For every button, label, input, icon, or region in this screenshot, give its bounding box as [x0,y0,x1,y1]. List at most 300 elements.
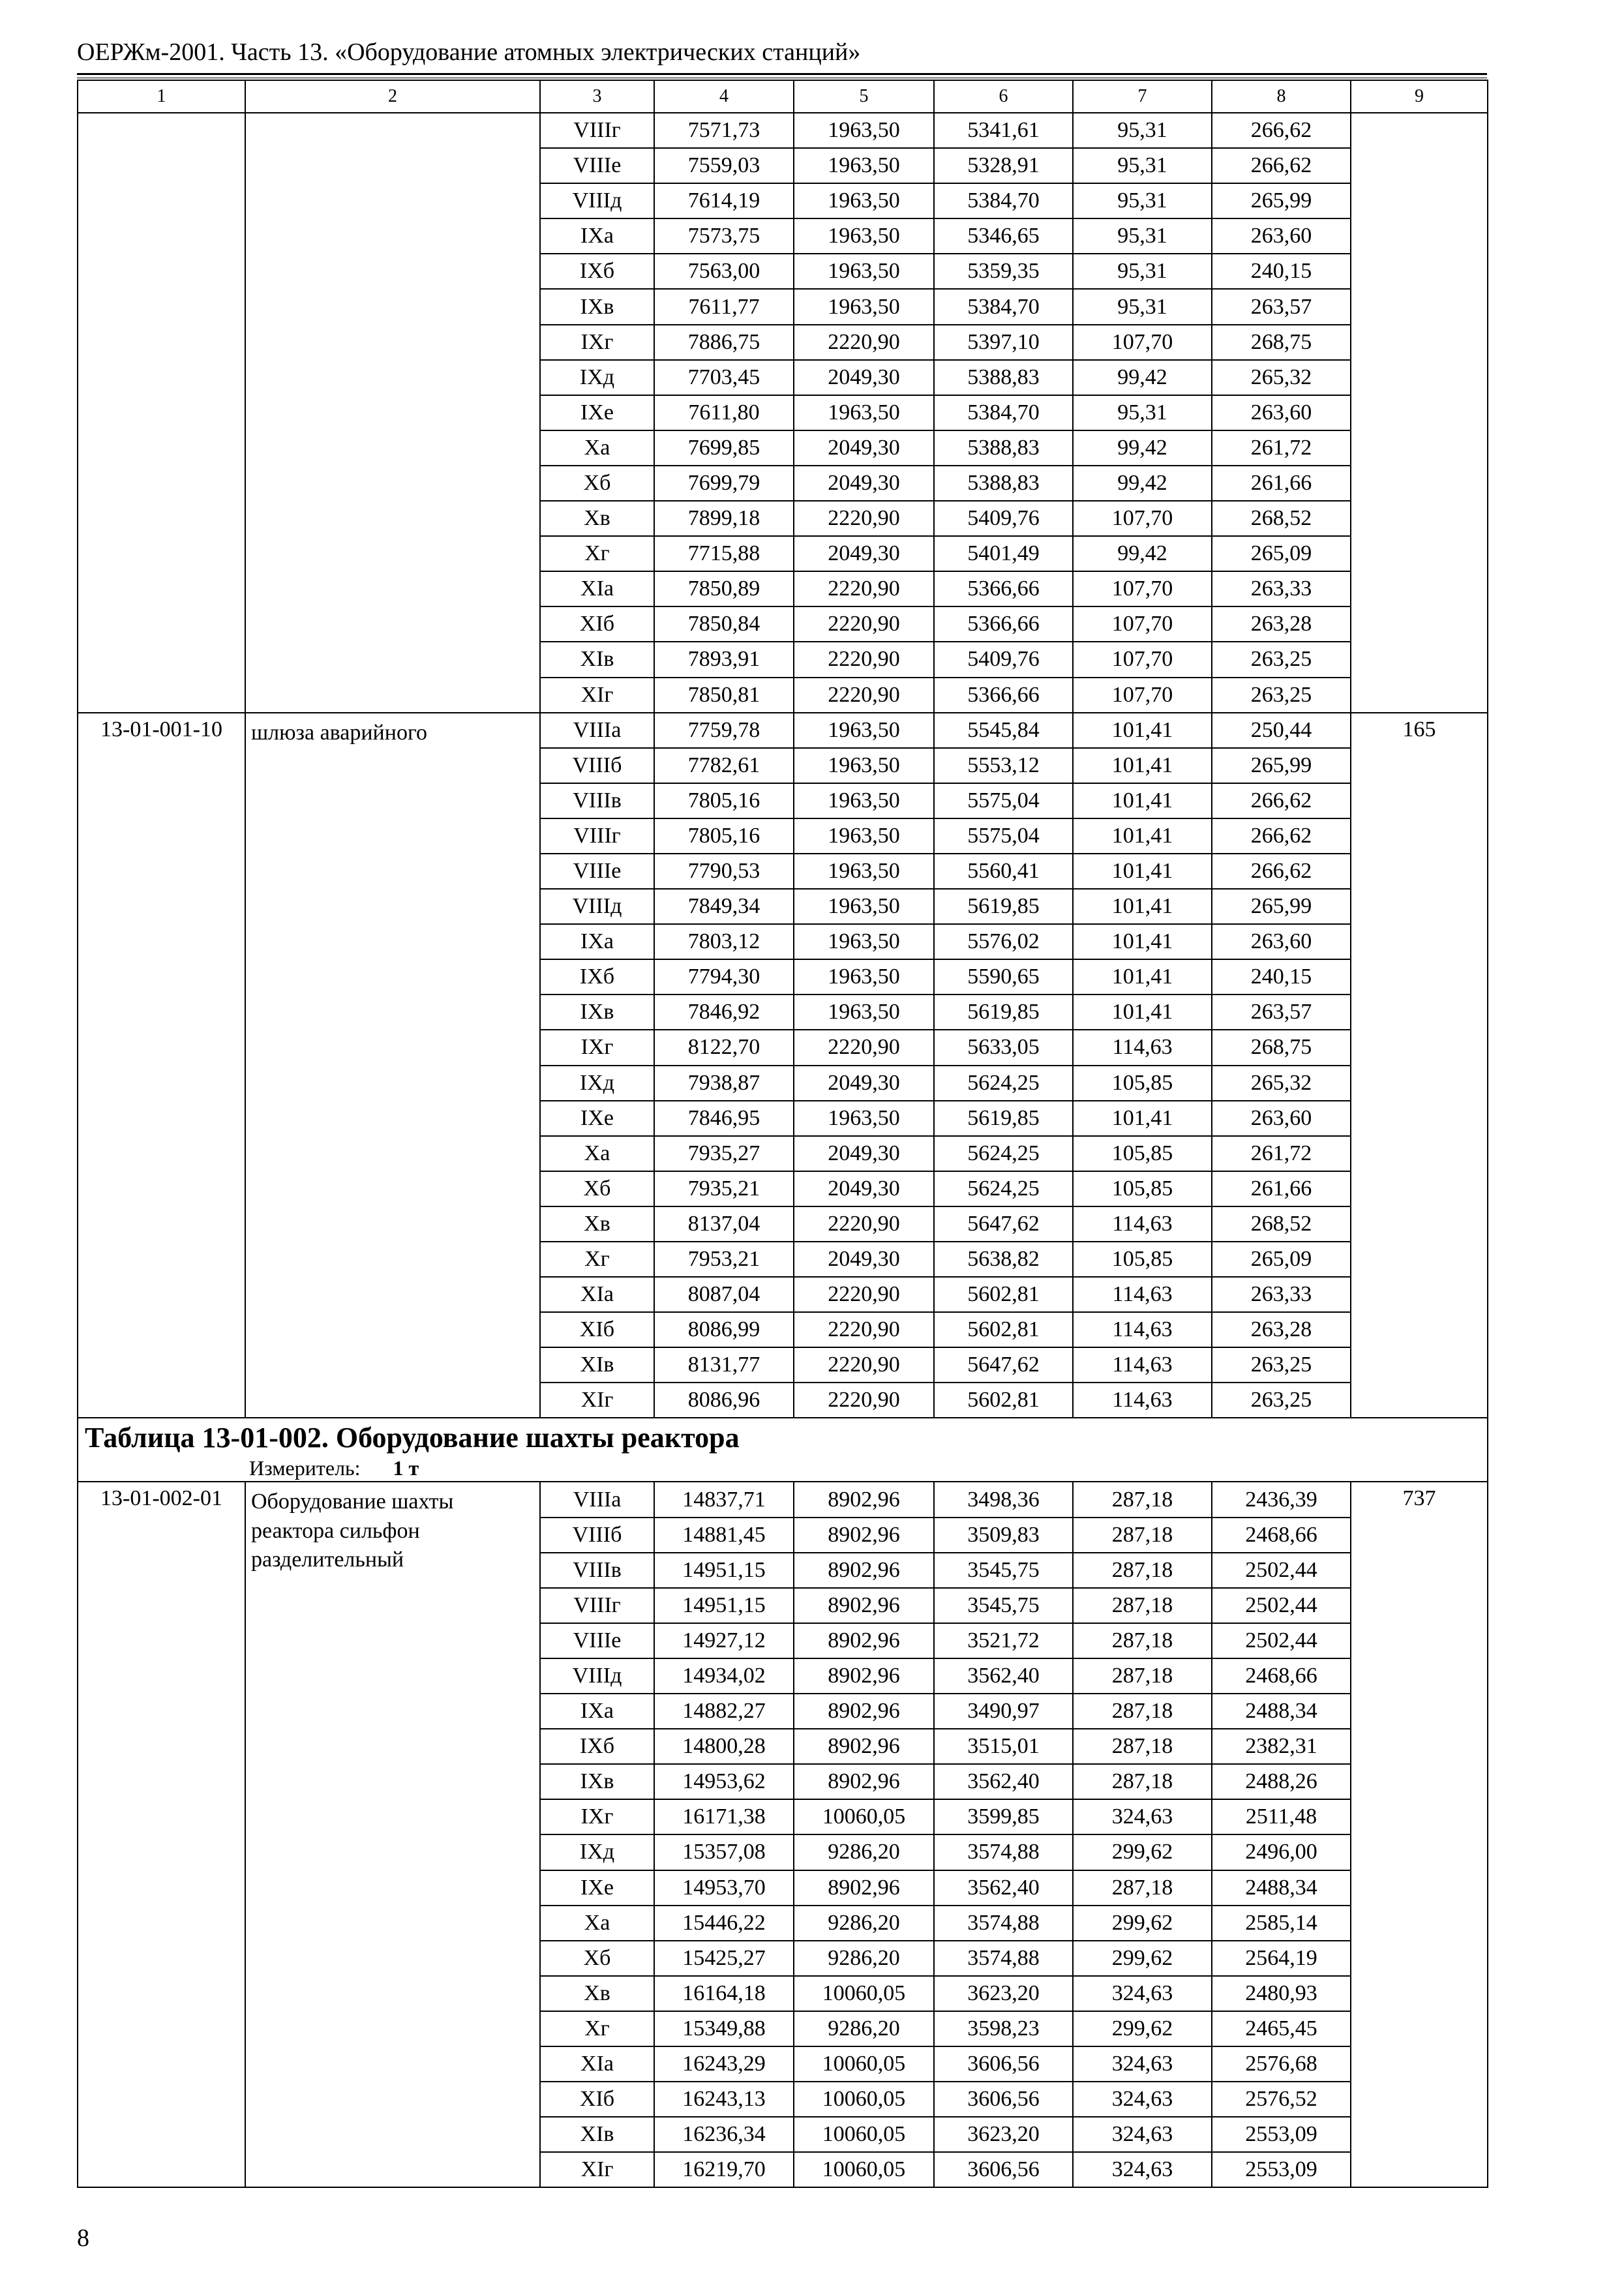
unit-label: Измеритель: [249,1456,361,1480]
total-cost: 7790,53 [654,854,794,889]
machine-cost: 5560,41 [934,854,1073,889]
header-rule [77,73,1487,75]
machinist-wages: 287,18 [1073,1623,1212,1658]
zone-code: IXа [540,924,654,959]
wages: 9286,20 [794,2011,934,2046]
total-cost: 14800,28 [654,1729,794,1764]
total-cost: 7614,19 [654,183,794,218]
total-cost: 7573,75 [654,218,794,254]
total-cost: 15349,88 [654,2011,794,2046]
wages: 1963,50 [794,783,934,818]
zone-code: VIIIв [540,1553,654,1588]
machinist-wages: 95,31 [1073,148,1212,183]
machine-cost: 5366,66 [934,606,1073,642]
column-number: 5 [794,80,934,113]
machine-cost: 3599,85 [934,1799,1073,1834]
zone-code: Xв [540,501,654,536]
zone-code: IXг [540,325,654,360]
wages: 8902,96 [794,1729,934,1764]
table-row [78,1482,1488,1517]
machinist-wages: 114,63 [1073,1030,1212,1065]
machinist-wages: 101,41 [1073,889,1212,924]
machinist-wages: 107,70 [1073,501,1212,536]
machinist-wages: 101,41 [1073,995,1212,1030]
total-cost: 7893,91 [654,642,794,677]
machine-cost: 5409,76 [934,642,1073,677]
machine-cost: 3490,97 [934,1694,1073,1729]
machinist-wages: 324,63 [1073,1799,1212,1834]
materials-cost: 263,25 [1212,678,1351,713]
wages: 2049,30 [794,430,934,466]
zone-code: IXб [540,254,654,289]
wages: 1963,50 [794,818,934,854]
total-cost: 7559,03 [654,148,794,183]
wages: 2220,90 [794,606,934,642]
wages: 1963,50 [794,395,934,430]
wages: 8902,96 [794,1870,934,1906]
wages: 1963,50 [794,254,934,289]
materials-cost: 2511,48 [1212,1799,1351,1834]
column-number: 1 [78,80,245,113]
machine-cost: 5624,25 [934,1171,1073,1206]
materials-cost: 266,62 [1212,783,1351,818]
wages: 1963,50 [794,218,934,254]
zone-code: VIIIб [540,748,654,783]
machinist-wages: 324,63 [1073,1976,1212,2011]
machinist-wages: 299,62 [1073,1834,1212,1870]
rates-table [77,80,1488,2188]
page-number: 8 [77,2224,89,2252]
total-cost: 15357,08 [654,1834,794,1870]
total-cost: 7563,00 [654,254,794,289]
machinist-wages: 114,63 [1073,1347,1212,1383]
total-cost: 16171,38 [654,1799,794,1834]
materials-cost: 2488,34 [1212,1694,1351,1729]
total-cost: 15446,22 [654,1906,794,1941]
machinist-wages: 101,41 [1073,924,1212,959]
wages: 1963,50 [794,748,934,783]
page-header-title: ОЕРЖм-2001. Часть 13. «Оборудование атомных электрических станций» [77,38,861,66]
zone-code: Xб [540,466,654,501]
total-cost: 7782,61 [654,748,794,783]
column-number: 8 [1212,80,1351,113]
machine-cost: 3598,23 [934,2011,1073,2046]
zone-code: IXа [540,218,654,254]
materials-cost: 2488,34 [1212,1870,1351,1906]
materials-cost: 268,75 [1212,1030,1351,1065]
machine-cost: 5619,85 [934,889,1073,924]
machinist-wages: 101,41 [1073,818,1212,854]
materials-cost: 2502,44 [1212,1588,1351,1623]
machinist-wages: 105,85 [1073,1136,1212,1171]
materials-cost: 263,28 [1212,1312,1351,1347]
machinist-wages: 95,31 [1073,218,1212,254]
machine-cost: 5624,25 [934,1066,1073,1101]
machine-cost: 5602,81 [934,1312,1073,1347]
machinist-wages: 101,41 [1073,1101,1212,1136]
unit-value: 1 т [393,1456,419,1480]
total-cost: 7794,30 [654,959,794,995]
materials-cost: 266,62 [1212,113,1351,148]
machine-cost: 5388,83 [934,430,1073,466]
total-cost: 7850,89 [654,571,794,606]
column-number: 3 [540,80,654,113]
materials-cost: 263,25 [1212,1347,1351,1383]
machine-cost: 5366,66 [934,571,1073,606]
zone-code: IXг [540,1799,654,1834]
machine-cost: 3574,88 [934,1941,1073,1976]
machine-cost: 3562,40 [934,1658,1073,1694]
machinist-wages: 324,63 [1073,2117,1212,2152]
materials-cost: 265,09 [1212,536,1351,571]
section-heading [78,1418,1488,1482]
machine-cost: 5384,70 [934,289,1073,324]
total-cost: 14951,15 [654,1553,794,1588]
total-cost: 7803,12 [654,924,794,959]
machine-cost: 5647,62 [934,1206,1073,1242]
wages: 2049,30 [794,1242,934,1277]
machine-cost: 5346,65 [934,218,1073,254]
materials-cost: 263,57 [1212,289,1351,324]
wages: 2220,90 [794,571,934,606]
section-title: Таблица 13-01-002. Оборудование шахты реактора [85,1422,740,1454]
zone-code: IXв [540,289,654,324]
machine-cost: 3623,20 [934,2117,1073,2152]
machine-cost: 3498,36 [934,1482,1073,1517]
machine-cost: 5384,70 [934,183,1073,218]
rate-code: 13-01-001-10 [78,713,245,1418]
machinist-wages: 287,18 [1073,1764,1212,1799]
materials-cost: 265,32 [1212,1066,1351,1101]
materials-cost: 2436,39 [1212,1482,1351,1517]
machine-cost: 5590,65 [934,959,1073,995]
machine-cost: 5575,04 [934,818,1073,854]
machine-cost: 5602,81 [934,1277,1073,1312]
machinist-wages: 99,42 [1073,360,1212,395]
machinist-wages: 324,63 [1073,2046,1212,2082]
materials-cost: 2480,93 [1212,1976,1351,2011]
materials-cost: 240,15 [1212,254,1351,289]
total-cost: 7899,18 [654,501,794,536]
zone-code: IXг [540,1030,654,1065]
column-number: 2 [245,80,540,113]
total-cost: 7850,81 [654,678,794,713]
machine-cost: 3562,40 [934,1870,1073,1906]
machine-cost: 5576,02 [934,924,1073,959]
zone-code: VIIIв [540,783,654,818]
machinist-wages: 105,85 [1073,1242,1212,1277]
wages: 1963,50 [794,113,934,148]
materials-cost: 2468,66 [1212,1658,1351,1694]
zone-code: XIб [540,2082,654,2117]
zone-code: Xг [540,1242,654,1277]
machine-cost: 3509,83 [934,1518,1073,1553]
zone-code: XIг [540,2152,654,2187]
machinist-wages: 287,18 [1073,1658,1212,1694]
machine-cost: 5575,04 [934,783,1073,818]
machine-cost: 5359,35 [934,254,1073,289]
zone-code: IXд [540,360,654,395]
wages: 1963,50 [794,959,934,995]
machinist-wages: 99,42 [1073,430,1212,466]
table-row [78,713,1488,748]
total-cost: 16243,13 [654,2082,794,2117]
total-cost: 7846,95 [654,1101,794,1136]
section-heading-row [78,1418,1488,1482]
machine-cost: 5341,61 [934,113,1073,148]
total-cost: 14927,12 [654,1623,794,1658]
machine-cost: 3606,56 [934,2046,1073,2082]
machine-cost: 5328,91 [934,148,1073,183]
wages: 2049,30 [794,536,934,571]
zone-code: Xг [540,536,654,571]
total-cost: 14881,45 [654,1518,794,1553]
zone-code: XIа [540,2046,654,2082]
wages: 8902,96 [794,1482,934,1517]
zone-code: XIб [540,1312,654,1347]
total-cost: 7611,77 [654,289,794,324]
machine-cost: 3545,75 [934,1553,1073,1588]
wages: 1963,50 [794,713,934,748]
zone-code: Xв [540,1206,654,1242]
total-cost: 8137,04 [654,1206,794,1242]
machinist-wages: 114,63 [1073,1383,1212,1418]
total-cost: 7611,80 [654,395,794,430]
machine-cost: 5624,25 [934,1136,1073,1171]
wages: 8902,96 [794,1553,934,1588]
zone-code: VIIIд [540,1658,654,1694]
wages: 2049,30 [794,1171,934,1206]
zone-code: Xб [540,1941,654,1976]
machinist-wages: 114,63 [1073,1312,1212,1347]
machine-cost: 5619,85 [934,1101,1073,1136]
materials-cost: 240,15 [1212,959,1351,995]
machinist-wages: 324,63 [1073,2082,1212,2117]
machinist-wages: 287,18 [1073,1694,1212,1729]
materials-cost: 2576,68 [1212,2046,1351,2082]
total-cost: 14882,27 [654,1694,794,1729]
zone-code: XIа [540,571,654,606]
machinist-wages: 287,18 [1073,1870,1212,1906]
machine-cost: 5638,82 [934,1242,1073,1277]
zone-code: VIIIе [540,148,654,183]
total-cost: 7935,21 [654,1171,794,1206]
machinist-wages: 95,31 [1073,395,1212,430]
wages: 1963,50 [794,1101,934,1136]
wages: 1963,50 [794,924,934,959]
total-cost: 7759,78 [654,713,794,748]
machine-cost: 5397,10 [934,325,1073,360]
machine-cost: 5647,62 [934,1347,1073,1383]
total-cost: 7715,88 [654,536,794,571]
machinist-wages: 95,31 [1073,289,1212,324]
zone-code: Xг [540,2011,654,2046]
wages: 1963,50 [794,889,934,924]
zone-code: IXе [540,1870,654,1906]
materials-cost: 265,32 [1212,360,1351,395]
machine-cost: 5602,81 [934,1383,1073,1418]
wages: 2220,90 [794,1206,934,1242]
zone-code: VIIIг [540,818,654,854]
materials-cost: 2553,09 [1212,2117,1351,2152]
materials-cost: 261,72 [1212,1136,1351,1171]
total-cost: 7953,21 [654,1242,794,1277]
machine-cost: 3545,75 [934,1588,1073,1623]
machinist-wages: 107,70 [1073,571,1212,606]
zone-code: IXе [540,395,654,430]
zone-code: XIг [540,1383,654,1418]
total-cost: 7571,73 [654,113,794,148]
machinist-wages: 287,18 [1073,1482,1212,1517]
total-cost: 16164,18 [654,1976,794,2011]
machine-cost: 5384,70 [934,395,1073,430]
materials-cost: 2502,44 [1212,1553,1351,1588]
machine-cost: 5388,83 [934,360,1073,395]
total-cost: 7938,87 [654,1066,794,1101]
materials-cost: 263,57 [1212,995,1351,1030]
materials-cost: 263,60 [1212,218,1351,254]
wages: 9286,20 [794,1834,934,1870]
wages: 10060,05 [794,2082,934,2117]
total-cost: 14934,02 [654,1658,794,1694]
wages: 2220,90 [794,1312,934,1347]
materials-cost: 265,99 [1212,889,1351,924]
machinist-wages: 299,62 [1073,2011,1212,2046]
total-cost: 14953,70 [654,1870,794,1906]
total-cost: 7805,16 [654,818,794,854]
resource-count: 737 [1351,1482,1488,2187]
machine-cost: 5409,76 [934,501,1073,536]
machinist-wages: 101,41 [1073,783,1212,818]
zone-code: VIIIг [540,113,654,148]
rate-name: шлюза аварийного [245,713,540,1418]
machinist-wages: 287,18 [1073,1553,1212,1588]
total-cost: 7846,92 [654,995,794,1030]
machinist-wages: 107,70 [1073,678,1212,713]
materials-cost: 268,75 [1212,325,1351,360]
total-cost: 8131,77 [654,1347,794,1383]
wages: 1963,50 [794,995,934,1030]
zone-code: XIб [540,606,654,642]
machinist-wages: 287,18 [1073,1588,1212,1623]
materials-cost: 2465,45 [1212,2011,1351,2046]
wages: 2220,90 [794,1277,934,1312]
zone-code: IXд [540,1066,654,1101]
total-cost: 8086,99 [654,1312,794,1347]
zone-code: VIIIд [540,889,654,924]
rate-name: Оборудование шахты реактора сильфон разделительный [245,1482,540,2187]
wages: 8902,96 [794,1623,934,1658]
machinist-wages: 99,42 [1073,466,1212,501]
wages: 8902,96 [794,1764,934,1799]
machine-cost: 3515,01 [934,1729,1073,1764]
materials-cost: 261,66 [1212,466,1351,501]
machine-cost: 5553,12 [934,748,1073,783]
materials-cost: 268,52 [1212,501,1351,536]
materials-cost: 250,44 [1212,713,1351,748]
total-cost: 7699,79 [654,466,794,501]
machinist-wages: 95,31 [1073,254,1212,289]
machine-cost: 3623,20 [934,1976,1073,2011]
zone-code: VIIIа [540,1482,654,1517]
rate-name [245,113,540,713]
total-cost: 7703,45 [654,360,794,395]
total-cost: 8087,04 [654,1277,794,1312]
wages: 2049,30 [794,1136,934,1171]
materials-cost: 268,52 [1212,1206,1351,1242]
rate-code [78,113,245,713]
column-number: 4 [654,80,794,113]
zone-code: IXв [540,995,654,1030]
zone-code: IXб [540,959,654,995]
materials-cost: 2564,19 [1212,1941,1351,1976]
zone-code: XIв [540,2117,654,2152]
zone-code: IXд [540,1834,654,1870]
wages: 1963,50 [794,183,934,218]
zone-code: IXв [540,1764,654,1799]
zone-code: XIв [540,642,654,677]
machinist-wages: 324,63 [1073,2152,1212,2187]
wages: 9286,20 [794,1941,934,1976]
zone-code: IXа [540,1694,654,1729]
zone-code: Xа [540,1906,654,1941]
materials-cost: 2576,52 [1212,2082,1351,2117]
materials-cost: 261,66 [1212,1171,1351,1206]
machine-cost: 5633,05 [934,1030,1073,1065]
machinist-wages: 105,85 [1073,1066,1212,1101]
machine-cost: 5619,85 [934,995,1073,1030]
materials-cost: 263,28 [1212,606,1351,642]
wages: 10060,05 [794,1976,934,2011]
machine-cost: 5366,66 [934,678,1073,713]
zone-code: VIIIд [540,183,654,218]
machinist-wages: 114,63 [1073,1277,1212,1312]
total-cost: 15425,27 [654,1941,794,1976]
machinist-wages: 99,42 [1073,536,1212,571]
wages: 10060,05 [794,2117,934,2152]
machinist-wages: 299,62 [1073,1941,1212,1976]
wages: 8902,96 [794,1658,934,1694]
machinist-wages: 95,31 [1073,113,1212,148]
machinist-wages: 107,70 [1073,642,1212,677]
total-cost: 8086,96 [654,1383,794,1418]
machinist-wages: 107,70 [1073,606,1212,642]
zone-code: IXе [540,1101,654,1136]
materials-cost: 265,99 [1212,748,1351,783]
machine-cost: 3606,56 [934,2082,1073,2117]
zone-code: IXб [540,1729,654,1764]
machine-cost: 3574,88 [934,1906,1073,1941]
total-cost: 7886,75 [654,325,794,360]
wages: 2049,30 [794,466,934,501]
total-cost: 8122,70 [654,1030,794,1065]
wages: 2049,30 [794,360,934,395]
wages: 2220,90 [794,1347,934,1383]
column-number: 9 [1351,80,1488,113]
materials-cost: 2496,00 [1212,1834,1351,1870]
column-number-row [78,80,1488,113]
wages: 10060,05 [794,1799,934,1834]
materials-cost: 2468,66 [1212,1518,1351,1553]
machine-cost: 3562,40 [934,1764,1073,1799]
table-row [78,113,1488,148]
machinist-wages: 299,62 [1073,1906,1212,1941]
total-cost: 14953,62 [654,1764,794,1799]
zone-code: VIIIа [540,713,654,748]
zone-code: VIIIе [540,854,654,889]
materials-cost: 2488,26 [1212,1764,1351,1799]
wages: 10060,05 [794,2046,934,2082]
